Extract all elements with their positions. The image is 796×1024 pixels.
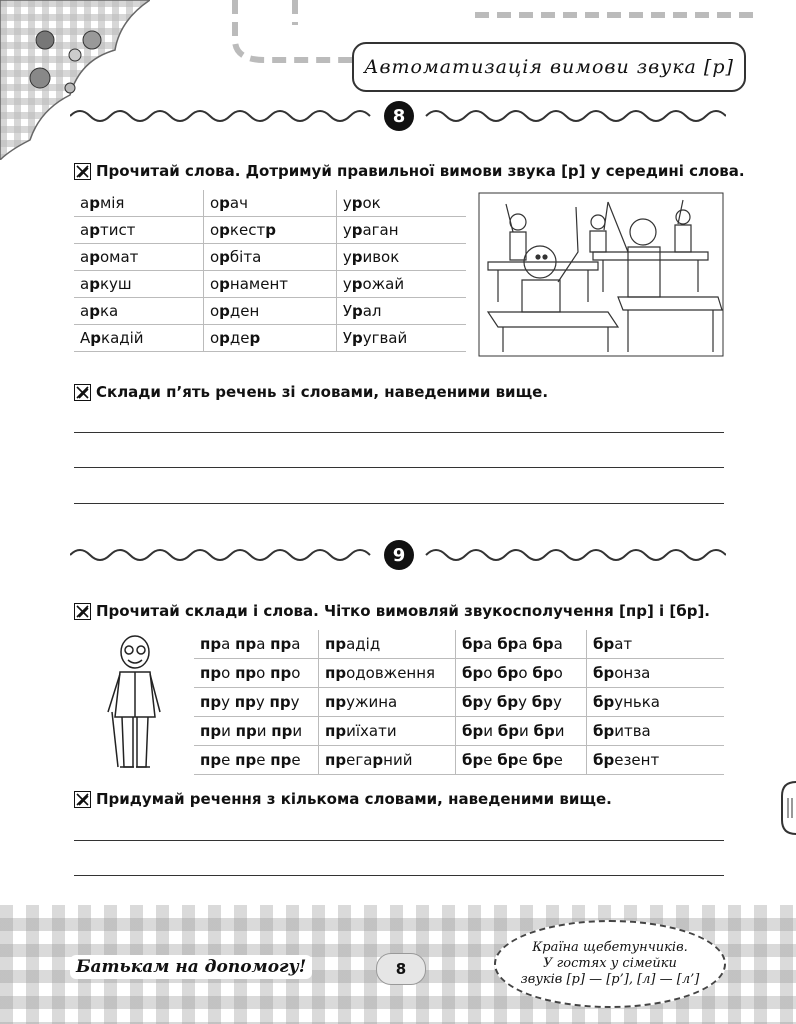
pencil-task-icon (74, 163, 91, 180)
table-row (194, 746, 724, 775)
corner-decoration (0, 0, 150, 160)
pencil-task-icon (74, 384, 91, 401)
page-number: 8 (376, 953, 426, 985)
table-row (194, 630, 724, 659)
syllables-cell: про про про (194, 659, 319, 688)
word-cell: орден (203, 298, 336, 325)
word-cell: Урал (336, 298, 466, 325)
syllables-cell: пра пра пра (194, 630, 319, 659)
book-title-line-3: звуків [р] — [р’], [л] — [л’] (520, 972, 700, 987)
word-cell: оркестр (203, 217, 336, 244)
word-cell: Уругвай (336, 325, 466, 352)
writing-line (74, 503, 724, 504)
word-cell: прадід (319, 630, 456, 659)
syllables-cell: бра бра бра (456, 630, 587, 659)
word-cell: арка (74, 298, 203, 325)
page-title: Автоматизація вимови звука [р] (364, 56, 734, 78)
word-cell: урожай (336, 271, 466, 298)
word-cell: аромат (74, 244, 203, 271)
word-cell: бритва (587, 717, 725, 746)
syllables-cell: бру бру бру (456, 688, 587, 717)
syllables-cell: бри бри бри (456, 717, 587, 746)
exercise-number-9: 9 (384, 540, 414, 570)
syllables-table (194, 630, 724, 775)
word-cell: брунька (587, 688, 725, 717)
task-compose-sentences (74, 383, 548, 401)
syllables-cell: бро бро бро (456, 659, 587, 688)
table-row (74, 217, 466, 244)
word-cell: аркуш (74, 271, 203, 298)
table-row (74, 271, 466, 298)
writing-line (74, 432, 724, 433)
word-cell: орнамент (203, 271, 336, 298)
page-title-box (352, 42, 746, 92)
task-read-syllables (74, 602, 710, 620)
writing-line (74, 875, 724, 876)
word-cell: пружина (319, 688, 456, 717)
word-cell: орач (203, 190, 336, 217)
word-cell: артист (74, 217, 203, 244)
book-title-line-2: У гостях у сімейки (543, 956, 677, 971)
syllables-cell: при при при (194, 717, 319, 746)
word-cell: брезент (587, 746, 725, 775)
word-cell: уривок (336, 244, 466, 271)
table-row (74, 190, 466, 217)
syllables-cell: бре бре бре (456, 746, 587, 775)
task-text: Придумай речення з кількома словами, наведеними вище. (96, 790, 612, 808)
table-row (194, 659, 724, 688)
word-cell: ураган (336, 217, 466, 244)
table-row (194, 688, 724, 717)
exercise-number-8: 8 (384, 101, 414, 131)
word-cell: Аркадій (74, 325, 203, 352)
task-text: Склади п’ять речень зі словами, наведеними вище. (96, 383, 549, 401)
grandfather-illustration (100, 632, 170, 772)
syllables-cell: пру пру пру (194, 688, 319, 717)
classroom-illustration (478, 192, 724, 357)
task-invent-sentence (74, 790, 612, 808)
task-text: Прочитай склади і слова. Чітко вимовляй звукосполучення [пр] і [бр]. (96, 602, 711, 620)
table-row (194, 717, 724, 746)
word-cell: орбіта (203, 244, 336, 271)
task-text: Прочитай слова. Дотримуй правильної вимови звука [р] у середині слова. (96, 162, 745, 180)
words-table (74, 190, 466, 352)
writing-line (74, 467, 724, 468)
word-cell: брат (587, 630, 725, 659)
table-row (74, 244, 466, 271)
footer-parents-label: Батькам на допомогу! (70, 955, 312, 979)
table-row (74, 298, 466, 325)
edge-tab-decoration (780, 780, 796, 836)
syllables-cell: пре пре пре (194, 746, 319, 775)
pencil-task-icon (74, 603, 91, 620)
word-cell: ордер (203, 325, 336, 352)
word-cell: продовження (319, 659, 456, 688)
word-cell: армія (74, 190, 203, 217)
writing-line (74, 840, 724, 841)
book-title-line-1: Країна щебетунчиків. (532, 940, 688, 955)
footer-book-title (494, 920, 726, 1008)
task-read-words (74, 162, 745, 180)
word-cell: бронза (587, 659, 725, 688)
pencil-task-icon (74, 791, 91, 808)
word-cell: урок (336, 190, 466, 217)
word-cell: прегарний (319, 746, 456, 775)
word-cell: приїхати (319, 717, 456, 746)
table-row (74, 325, 466, 352)
